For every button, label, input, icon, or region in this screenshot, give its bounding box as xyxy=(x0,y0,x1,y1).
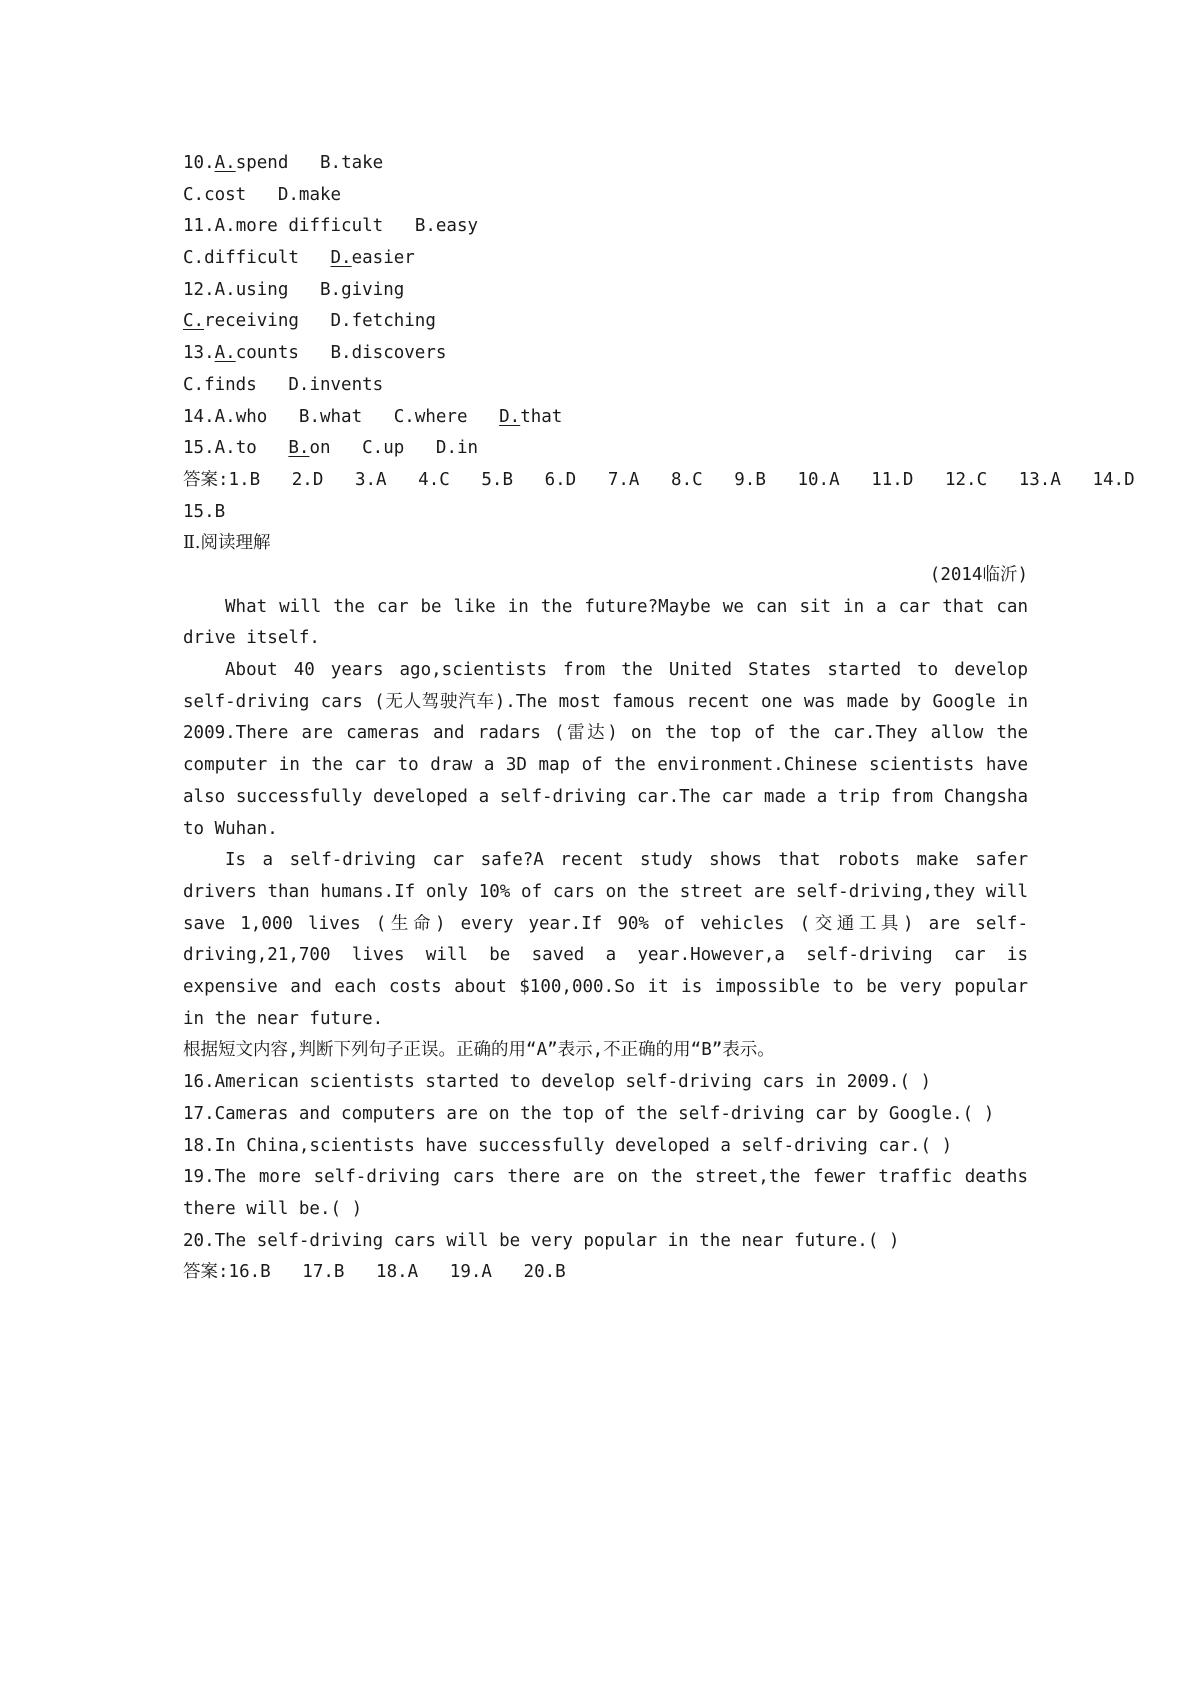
option-item xyxy=(215,343,299,363)
option-row xyxy=(183,275,1028,307)
option-letter-marked: D. xyxy=(330,248,352,269)
option-item xyxy=(278,185,341,205)
option-letter: C. xyxy=(183,184,205,205)
option-item xyxy=(215,438,257,458)
option-item xyxy=(288,375,383,395)
option-item xyxy=(183,375,257,395)
option-word: make xyxy=(298,184,342,205)
question-number: 10. xyxy=(183,153,215,173)
question-18: 18.In China,scientists have successfully developed a self-driving car.( ) xyxy=(183,1135,953,1156)
question-number: 13. xyxy=(183,343,215,364)
option-row xyxy=(183,180,1028,212)
question-number: 11. xyxy=(183,216,215,237)
option-word: spend xyxy=(235,153,289,173)
passage-paragraph-3: Is a self-driving car safe?A recent study shows that robots make safer drivers than humans.If only 10% of cars on the street are self-driving,they will save 1,000 lives (生命) every year.If 90% of vehicles (交通工具) are self-driving,21,700 lives will be saved a year.However,a self-driving car is expensive and each costs about $100,000.So it is impossible to be very popular in the near future. xyxy=(183,850,1028,1029)
question-19: 19.The more self-driving cars there are on the street,the fewer traffic deaths there will be.( ) xyxy=(183,1167,1028,1219)
option-item xyxy=(288,438,330,458)
option-row xyxy=(183,211,1028,243)
question-16: 16.American scientists started to develop self-driving cars in 2009.( ) xyxy=(183,1072,932,1093)
option-letter-marked: A. xyxy=(214,343,236,364)
option-letter: A. xyxy=(214,279,236,300)
section-title: Ⅱ.阅读理解 xyxy=(183,533,271,554)
question-number: 12. xyxy=(183,279,215,300)
option-letter: B. xyxy=(414,216,436,237)
option-letter: B. xyxy=(330,343,352,364)
option-word: using xyxy=(235,279,289,300)
option-word: easy xyxy=(435,216,479,237)
option-item xyxy=(415,216,478,236)
question-number: 15. xyxy=(183,438,215,459)
option-item xyxy=(215,407,268,427)
option-row xyxy=(183,306,1028,338)
option-word: counts xyxy=(235,343,299,364)
option-item xyxy=(499,407,562,427)
option-letter: B. xyxy=(319,153,342,173)
option-letter: D. xyxy=(288,374,310,395)
option-item xyxy=(215,153,289,173)
option-row xyxy=(183,370,1028,402)
option-word: giving xyxy=(341,279,405,300)
option-word: that xyxy=(520,406,563,427)
option-word: finds xyxy=(204,374,257,395)
option-letter-marked: A. xyxy=(214,153,236,173)
source-note: (2014临沂) xyxy=(929,564,1028,585)
option-item xyxy=(299,407,362,427)
option-item xyxy=(183,248,299,268)
option-letter: A. xyxy=(214,438,236,459)
option-letter: C. xyxy=(362,438,384,459)
passage-paragraph-1: What will the car be like in the future?Maybe we can sit in a car that can drive itself. xyxy=(183,596,1028,649)
option-item xyxy=(215,280,289,300)
option-word: fetching xyxy=(351,311,436,332)
option-letter: C. xyxy=(393,406,415,427)
option-item xyxy=(436,438,478,458)
option-item xyxy=(320,280,404,300)
option-word: who xyxy=(235,406,268,427)
option-word: up xyxy=(383,438,405,459)
option-word: receiving xyxy=(204,311,299,332)
option-word: difficult xyxy=(204,248,299,269)
option-word: cost xyxy=(204,184,247,205)
option-item xyxy=(331,311,436,331)
option-item xyxy=(362,438,404,458)
option-word: take xyxy=(341,153,384,173)
question-20: 20.The self-driving cars will be very popular in the near future.( ) xyxy=(183,1230,900,1251)
instruction: 根据短文内容,判断下列句子正误。正确的用“A”表示,不正确的用“B”表示。 xyxy=(183,1040,775,1061)
option-letter-marked: D. xyxy=(499,406,521,427)
option-letter: C. xyxy=(183,374,205,395)
option-row xyxy=(183,433,1028,465)
option-item xyxy=(394,407,468,427)
cloze-options xyxy=(183,148,1028,465)
option-item xyxy=(183,185,246,205)
question-number: 14. xyxy=(183,406,215,427)
answer-line-1-cont: 15.B xyxy=(183,501,226,522)
question-17: 17.Cameras and computers are on the top of the self-driving car by Google.( ) xyxy=(183,1103,995,1124)
option-letter: A. xyxy=(214,406,236,427)
option-word: easier xyxy=(351,248,415,269)
option-letter: D. xyxy=(330,311,352,332)
option-item xyxy=(320,153,383,173)
option-item xyxy=(331,343,447,363)
option-letter-marked: B. xyxy=(288,438,310,459)
document-page xyxy=(183,148,1135,1289)
option-letter: D. xyxy=(435,438,457,459)
option-word: discovers xyxy=(351,343,447,364)
answer-line-2: 答案:16.B 17.B 18.A 19.A 20.B xyxy=(183,1262,566,1283)
option-word: in xyxy=(456,438,479,459)
option-word: more difficult xyxy=(235,216,384,237)
option-row xyxy=(183,148,1028,180)
option-row xyxy=(183,402,1028,434)
option-row xyxy=(183,338,1028,370)
option-word: where xyxy=(414,406,468,427)
option-letter: C. xyxy=(183,248,205,269)
option-word: invents xyxy=(309,374,384,395)
option-letter: B. xyxy=(319,279,342,300)
option-word: to xyxy=(235,438,257,459)
option-item xyxy=(183,311,299,331)
passage-paragraph-2: About 40 years ago,scientists from the United States started to develop self-driving cars (无人驾驶汽车).The most famous recent one was made by Google in 2009.There are cameras and radars (雷达) on the top of the car.They allow the computer in the car to draw a 3D map of the environment.Chinese scientists have also successfully developed a self-driving car.The car made a trip from Changsha to Wuhan. xyxy=(183,660,1028,839)
answer-line-1: 答案:1.B 2.D 3.A 4.C 5.B 6.D 7.A 8.C 9.B 10.A 11.D 12.C 13.A 14.D xyxy=(183,469,1135,490)
option-row xyxy=(183,243,1028,275)
option-word: what xyxy=(319,406,363,427)
option-item xyxy=(215,216,384,236)
option-letter-marked: C. xyxy=(183,311,205,332)
option-letter: D. xyxy=(277,184,299,205)
option-item xyxy=(331,248,415,268)
option-word: on xyxy=(309,438,331,459)
option-letter: A. xyxy=(214,216,236,237)
option-letter: B. xyxy=(298,406,320,427)
